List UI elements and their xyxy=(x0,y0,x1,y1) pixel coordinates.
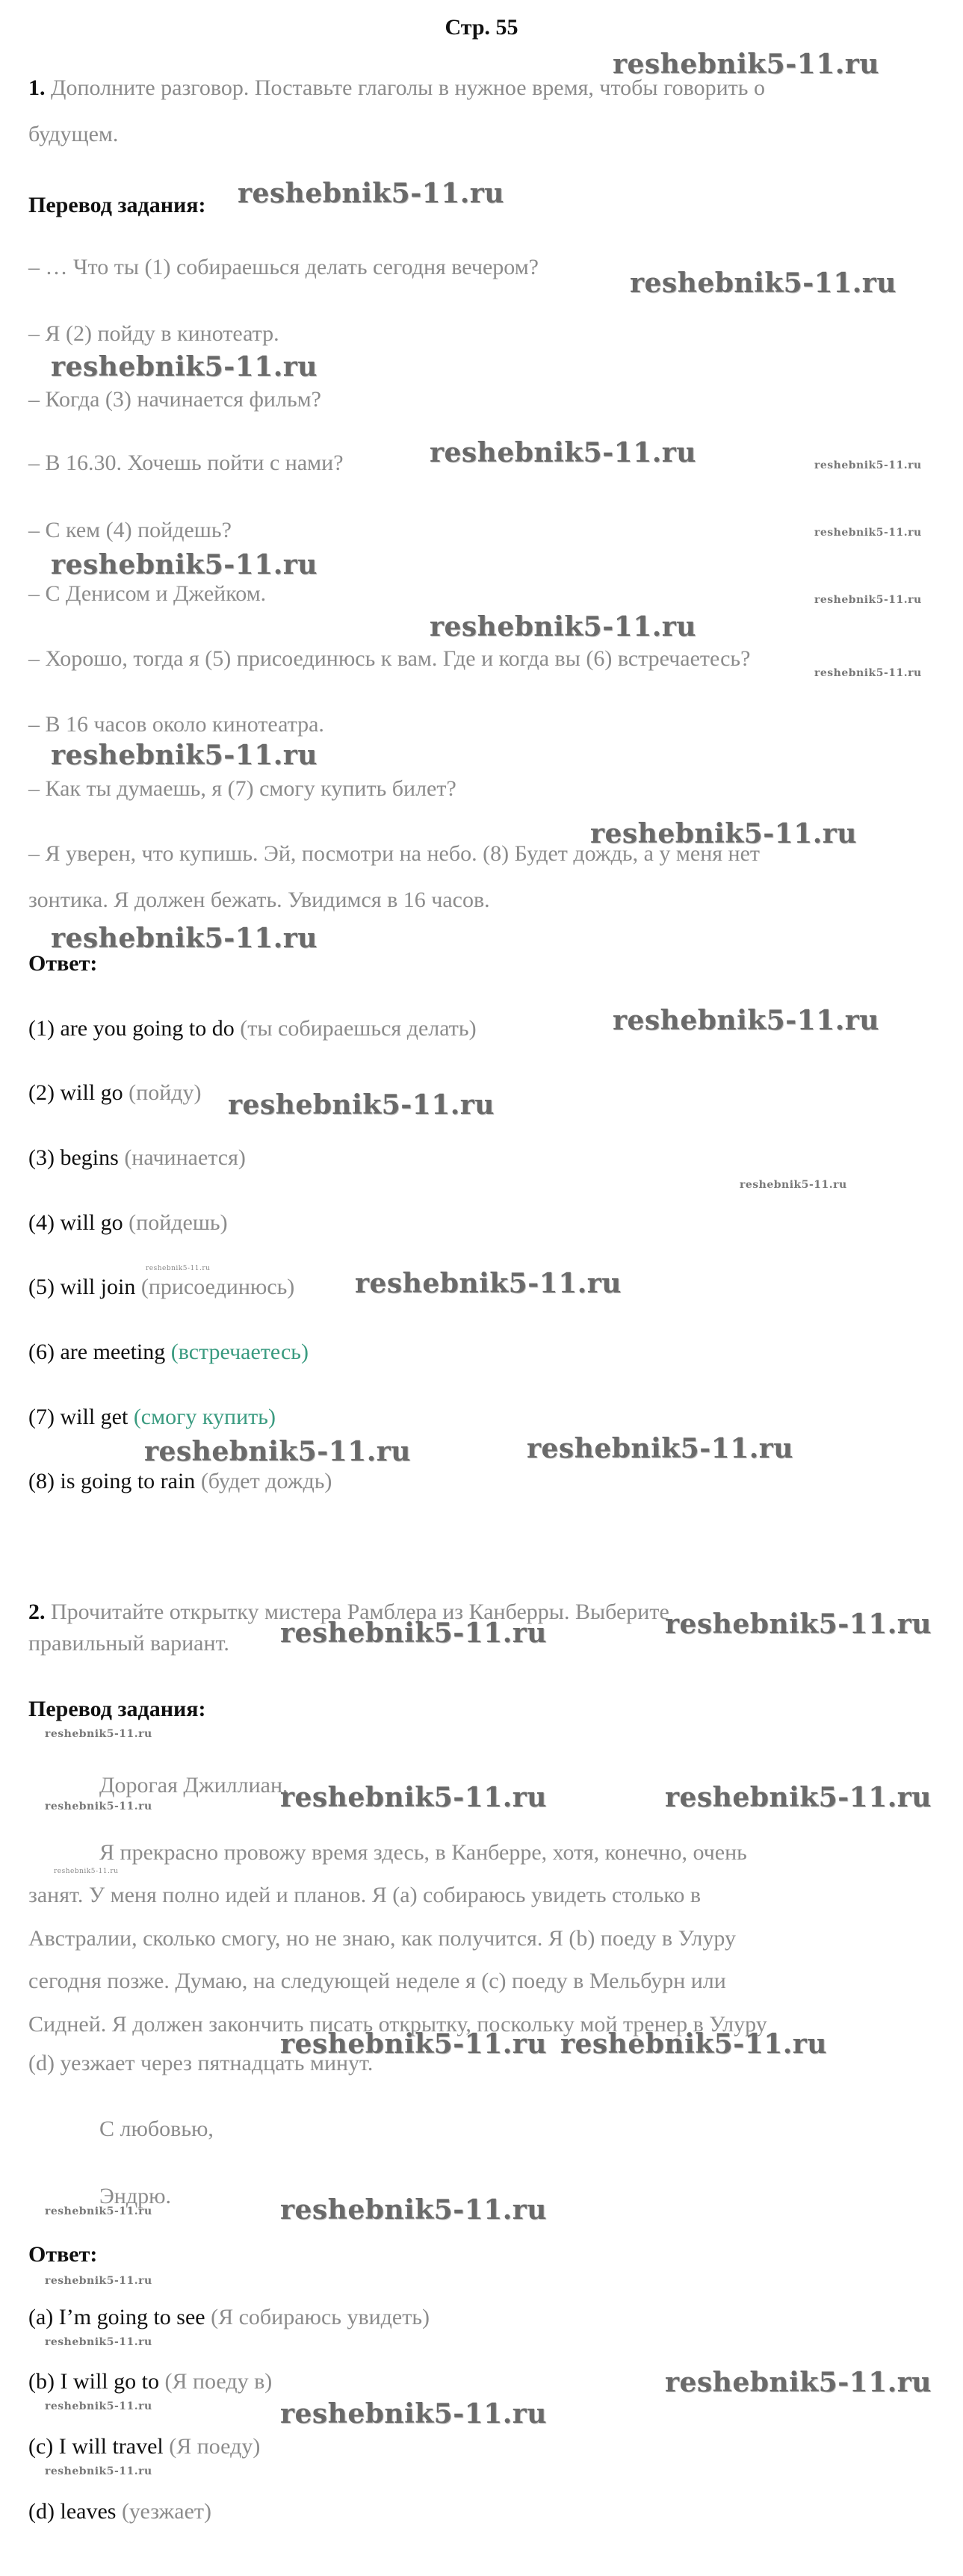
answer-line xyxy=(28,1467,933,1496)
dialogue-line: – В 16 часов около кинотеатра. xyxy=(28,712,324,737)
letter-line: Я прекрасно провожу время здесь, в Канберре, хотя, конечно, очень xyxy=(99,1840,747,1865)
watermark: reshebnik5-11.ru xyxy=(45,2275,152,2287)
watermark: reshebnik5-11.ru xyxy=(280,1617,547,1649)
answer-en: (b) I will go to xyxy=(28,2369,159,2394)
watermark: reshebnik5-11.ru xyxy=(45,2336,152,2348)
dialogue-line: – Я (2) пойду в кинотеатр. xyxy=(28,321,279,346)
page-title: Стр. 55 xyxy=(445,15,518,40)
answer-ru: (присоединюсь) xyxy=(140,1275,295,1299)
watermark: reshebnik5-11.ru xyxy=(665,2367,932,2398)
watermark: reshebnik5-11.ru xyxy=(613,49,879,80)
letter-line: Сидней. Я должен закончить писать открытку, поскольку мой тренер в Улуру xyxy=(28,2012,767,2037)
answer-en: (2) will go xyxy=(28,1080,123,1105)
dialogue-line: – Когда (3) начинается фильм? xyxy=(28,387,321,412)
answer-ru: (смогу купить) xyxy=(133,1405,276,1429)
task1-instruction-line1: Дополните разговор. Поставьте глаголы в нужное время, чтобы говорить о xyxy=(51,75,765,100)
watermark: reshebnik5-11.ru xyxy=(430,437,696,468)
task2-number: 2. xyxy=(28,1600,46,1624)
answer-ru: (начинается) xyxy=(124,1145,246,1170)
letter-line: сегодня позже. Думаю, на следующей неделе я (c) поеду в Мельбурн или xyxy=(28,1969,726,1993)
watermark: reshebnik5-11.ru xyxy=(45,2465,152,2477)
watermark: reshebnik5-11.ru xyxy=(280,2194,547,2226)
answer-line xyxy=(28,1337,933,1367)
letter-closing: С любовью, xyxy=(99,2117,214,2141)
watermark: reshebnik5-11.ru xyxy=(45,1801,152,1812)
answer-en: (7) will get xyxy=(28,1405,128,1429)
watermark: reshebnik5-11.ru xyxy=(45,2205,152,2217)
answer-ru: (Я поеду в) xyxy=(164,2369,273,2394)
watermark: reshebnik5-11.ru xyxy=(238,178,504,209)
watermark: reshebnik5-11.ru xyxy=(740,1179,847,1191)
task2-instruction-line2: правильный вариант. xyxy=(28,1631,229,1656)
answer-en: (4) will go xyxy=(28,1210,123,1235)
answer-en: (c) I will travel xyxy=(28,2434,164,2459)
watermark: reshebnik5-11.ru xyxy=(527,1433,793,1464)
watermark: reshebnik5-11.ru xyxy=(665,1609,932,1640)
answer-en: (3) begins xyxy=(28,1145,119,1170)
answer-ru: (пойду) xyxy=(128,1080,202,1105)
dialogue-line: – Хорошо, тогда я (5) присоединюсь к вам. Где и когда вы (6) встречаетесь? xyxy=(28,646,751,671)
answer-ru: (уезжает) xyxy=(121,2499,211,2524)
task1-translation-heading: Перевод задания: xyxy=(28,193,206,217)
answer-en: (a) I’m going to see xyxy=(28,2305,205,2329)
letter-signature: Эндрю. xyxy=(99,2184,172,2208)
watermark: reshebnik5-11.ru xyxy=(51,923,318,954)
watermark: reshebnik5-11.ru xyxy=(45,1728,152,1740)
watermark: reshebnik5-11.ru xyxy=(280,2028,547,2060)
watermark: reshebnik5-11.ru xyxy=(590,818,857,849)
task1-instruction-line2: будущем. xyxy=(28,122,119,146)
letter-greeting: Дорогая Джиллиан, xyxy=(99,1773,288,1798)
dialogue-line: – Я уверен, что купишь. Эй, посмотри на небо. (8) Будет дождь, а у меня нет xyxy=(28,841,761,866)
watermark: reshebnik5-11.ru xyxy=(630,267,897,299)
watermark: reshebnik5-11.ru xyxy=(430,611,696,643)
answer-en: (8) is going to rain xyxy=(28,1469,196,1493)
watermark: reshebnik5-11.ru xyxy=(613,1005,879,1036)
task1-number: 1. xyxy=(28,75,46,100)
answer-line xyxy=(28,2432,933,2462)
answer-ru: (ты собираешься делать) xyxy=(240,1016,477,1041)
watermark: reshebnik5-11.ru xyxy=(560,2028,827,2060)
watermark: reshebnik5-11.ru xyxy=(814,527,922,539)
watermark: reshebnik5-11.ru xyxy=(228,1089,495,1121)
letter-line: занят. У меня полно идей и планов. Я (a) собираюсь увидеть столько в xyxy=(28,1883,702,1907)
dialogue-line: – Как ты думаешь, я (7) смогу купить билет? xyxy=(28,776,456,801)
task1-answer-heading: Ответ: xyxy=(28,951,98,976)
watermark: reshebnik5-11.ru xyxy=(355,1268,622,1299)
watermark: reshebnik5-11.ru xyxy=(144,1436,411,1467)
watermark: reshebnik5-11.ru xyxy=(51,351,318,383)
dialogue-line: – С Денисом и Джейком. xyxy=(28,581,267,606)
answer-ru: (пойдешь) xyxy=(128,1210,228,1235)
watermark: reshebnik5-11.ru xyxy=(45,2400,152,2412)
answer-ru: (будет дождь) xyxy=(200,1469,332,1493)
task2-answer-heading: Ответ: xyxy=(28,2242,98,2267)
answer-line xyxy=(28,1208,933,1238)
watermark: reshebnik5-11.ru xyxy=(814,667,922,679)
answer-en: (d) leaves xyxy=(28,2499,117,2524)
watermark: reshebnik5-11.ru xyxy=(814,594,922,606)
watermark: reshebnik5-11.ru xyxy=(51,740,318,771)
answer-line xyxy=(28,2303,933,2332)
answer-line xyxy=(28,1402,933,1432)
answer-line xyxy=(28,2497,933,2527)
watermark: reshebnik5-11.ru xyxy=(54,1868,119,1875)
answer-line xyxy=(28,1143,933,1173)
answer-ru: (встречаетесь) xyxy=(170,1340,309,1364)
dialogue-line: зонтика. Я должен бежать. Увидимся в 16 часов. xyxy=(28,888,490,912)
watermark: reshebnik5-11.ru xyxy=(280,2398,547,2430)
watermark: reshebnik5-11.ru xyxy=(665,1782,932,1813)
task2-translation-heading: Перевод задания: xyxy=(28,1697,206,1721)
answer-ru: (Я поеду) xyxy=(169,2434,261,2459)
dialogue-line: – … Что ты (1) собираешься делать сегодня вечером? xyxy=(28,255,539,279)
letter-line: (d) уезжает через пятнадцать минут. xyxy=(28,2051,374,2075)
letter-line: Австралии, сколько смогу, но не знаю, как получится. Я (b) поеду в Улуру xyxy=(28,1926,737,1951)
task2-instruction-line1: Прочитайте открытку мистера Рамблера из Канберры. Выберите xyxy=(51,1600,669,1624)
answer-en: (6) are meeting xyxy=(28,1340,166,1364)
dialogue-line: – С кем (4) пойдешь? xyxy=(28,518,232,542)
watermark: reshebnik5-11.ru xyxy=(280,1782,547,1813)
watermark: reshebnik5-11.ru xyxy=(814,459,922,471)
dialogue-line: – В 16.30. Хочешь пойти с нами? xyxy=(28,451,344,475)
answer-en: (5) will join xyxy=(28,1275,136,1299)
answer-en: (1) are you going to do xyxy=(28,1016,235,1041)
watermark: reshebnik5-11.ru xyxy=(146,1265,211,1272)
answer-ru: (Я собираюсь увидеть) xyxy=(211,2305,430,2329)
watermark: reshebnik5-11.ru xyxy=(51,549,318,580)
